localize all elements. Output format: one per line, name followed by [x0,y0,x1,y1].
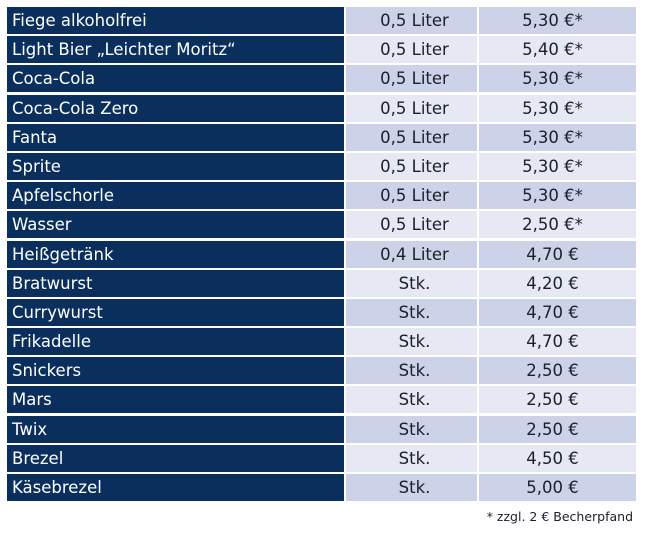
item-name: Käsebrezel [7,474,344,501]
item-price: 5,00 € [479,474,636,501]
item-price: 5,30 €* [479,65,636,92]
table-row [7,182,636,209]
item-unit: 0,5 Liter [346,95,477,122]
table-row [7,65,636,92]
item-unit: Stk. [346,416,477,443]
item-unit: Stk. [346,445,477,472]
item-unit: 0,5 Liter [346,211,477,238]
table-row [7,211,636,238]
item-price: 2,50 € [479,416,636,443]
item-name: Twix [7,416,344,443]
table-row [7,299,636,326]
item-unit: Stk. [346,474,477,501]
table-row [7,36,636,63]
item-name: Coca-Cola Zero [7,95,344,122]
item-price: 5,40 €* [479,36,636,63]
item-price: 4,50 € [479,445,636,472]
item-price: 2,50 €* [479,211,636,238]
item-name: Apfelschorle [7,182,344,209]
item-unit: 0,4 Liter [346,241,477,268]
table-row [7,357,636,384]
item-name: Brezel [7,445,344,472]
item-name: Frikadelle [7,328,344,355]
item-unit: Stk. [346,386,477,413]
table-row [7,328,636,355]
item-unit: 0,5 Liter [346,124,477,151]
item-unit: Stk. [346,299,477,326]
table-row [7,7,636,34]
price-table [7,7,636,503]
item-price: 4,20 € [479,270,636,297]
deposit-footnote: * zzgl. 2 € Becherpfand [486,509,633,524]
item-unit: 0,5 Liter [346,153,477,180]
item-unit: Stk. [346,270,477,297]
table-row [7,270,636,297]
item-name: Light Bier „Leichter Moritz“ [7,36,344,63]
item-name: Bratwurst [7,270,344,297]
item-price: 2,50 € [479,357,636,384]
table-row [7,416,636,443]
table-row [7,124,636,151]
item-name: Currywurst [7,299,344,326]
item-price: 5,30 €* [479,153,636,180]
item-name: Fiege alkoholfrei [7,7,344,34]
item-name: Heißgetränk [7,241,344,268]
item-unit: 0,5 Liter [346,7,477,34]
item-price: 4,70 € [479,299,636,326]
item-price: 5,30 €* [479,124,636,151]
item-name: Fanta [7,124,344,151]
table-row [7,153,636,180]
item-price: 5,30 €* [479,182,636,209]
item-unit: 0,5 Liter [346,182,477,209]
item-name: Coca-Cola [7,65,344,92]
table-row [7,241,636,268]
item-price: 2,50 € [479,386,636,413]
item-name: Sprite [7,153,344,180]
item-name: Wasser [7,211,344,238]
table-row [7,445,636,472]
item-name: Snickers [7,357,344,384]
item-name: Mars [7,386,344,413]
item-unit: 0,5 Liter [346,36,477,63]
table-row [7,474,636,501]
item-price: 5,30 €* [479,95,636,122]
table-row [7,95,636,122]
item-price: 4,70 € [479,328,636,355]
item-unit: Stk. [346,357,477,384]
item-price: 5,30 €* [479,7,636,34]
table-row [7,386,636,413]
item-unit: Stk. [346,328,477,355]
item-unit: 0,5 Liter [346,65,477,92]
item-price: 4,70 € [479,241,636,268]
